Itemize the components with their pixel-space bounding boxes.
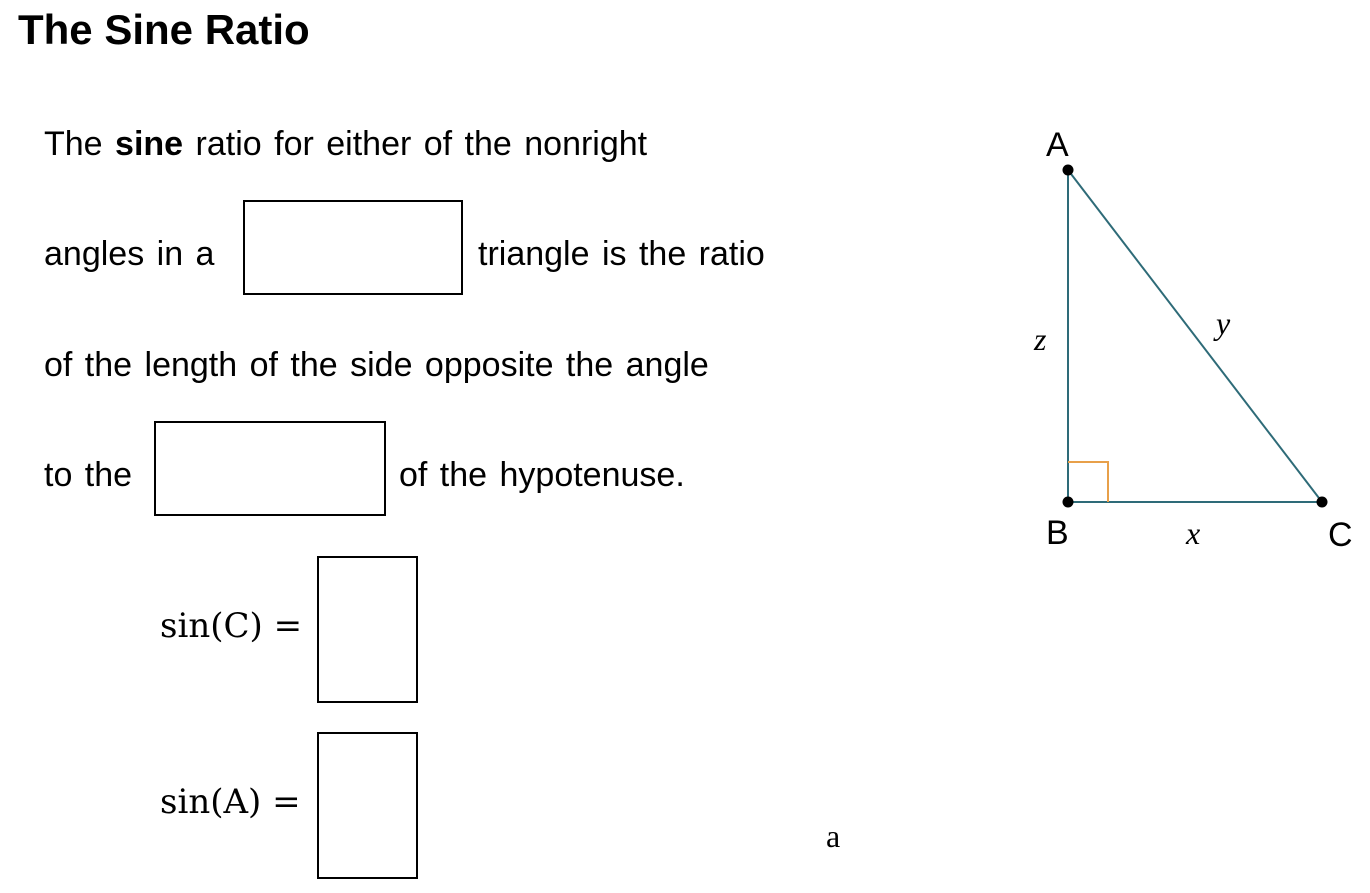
- right-triangle-diagram: [1000, 110, 1370, 560]
- line4-text-before: to the: [44, 456, 133, 494]
- page-title: The Sine Ratio: [18, 6, 310, 53]
- sin-a-label: sin(A) =: [160, 782, 301, 822]
- paragraph-line-1: [44, 124, 647, 164]
- vertex-c-label: C: [1328, 516, 1353, 554]
- vertex-c-point: [1317, 497, 1328, 508]
- line1-text-before: The: [44, 125, 116, 163]
- right-angle-marker: [1068, 462, 1108, 502]
- line2-text-after: triangle is the ratio: [478, 235, 765, 273]
- sine-keyword: sine: [115, 125, 184, 163]
- vertex-a-point: [1063, 165, 1074, 176]
- side-measure-input[interactable]: [154, 421, 386, 516]
- side-y-label: y: [1216, 305, 1231, 341]
- side-x-label: x: [1186, 515, 1201, 551]
- stray-letter: a: [826, 818, 841, 854]
- sin-c-label: sin(C) =: [160, 606, 303, 646]
- vertex-a-label: A: [1046, 126, 1069, 164]
- vertex-b-label: B: [1046, 514, 1069, 552]
- paragraph-line-3: of the length of the side opposite the angle: [44, 346, 709, 384]
- line2-text-before: angles in a: [44, 235, 215, 273]
- sin-c-input[interactable]: [317, 556, 418, 703]
- line4-text-after: of the hypotenuse.: [399, 456, 685, 494]
- side-ac: [1068, 170, 1322, 502]
- sin-a-input[interactable]: [317, 732, 418, 879]
- vertex-b-point: [1063, 497, 1074, 508]
- line1-text-after: ratio for either of the nonright: [183, 125, 648, 163]
- side-z-label: z: [1034, 321, 1047, 357]
- triangle-type-input[interactable]: [243, 200, 463, 295]
